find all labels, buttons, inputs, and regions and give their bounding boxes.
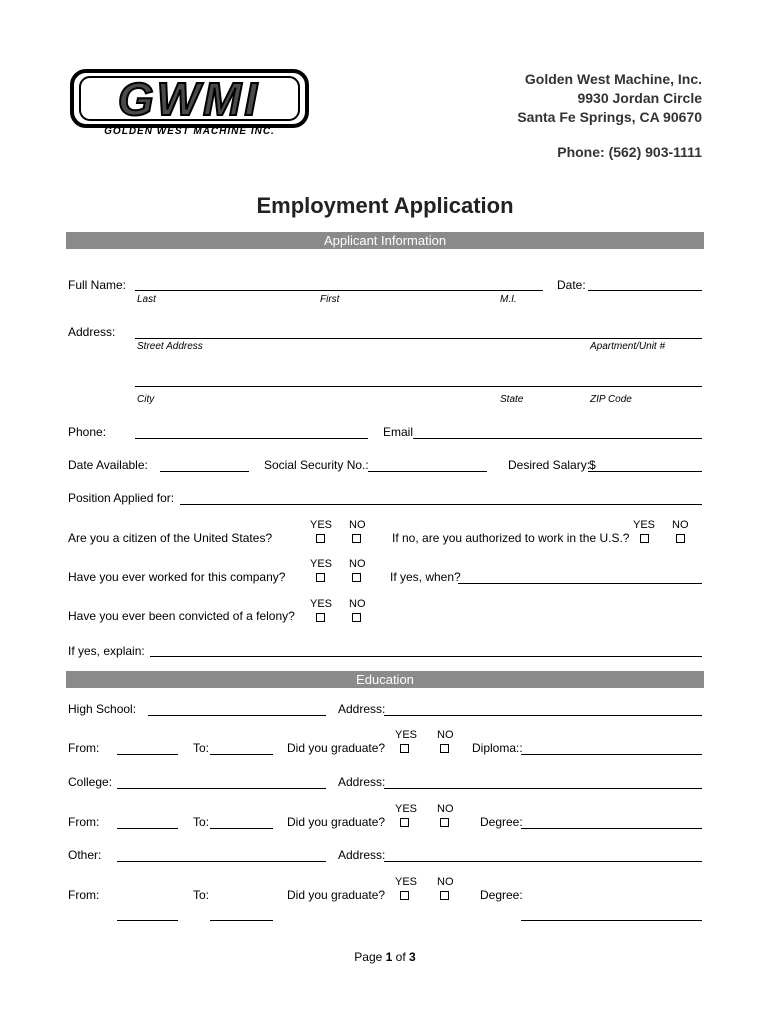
if-yes-explain-field[interactable] — [150, 656, 702, 657]
citizen-no-checkbox[interactable] — [352, 534, 361, 543]
other-degree-label: Degree: — [480, 888, 523, 902]
worked-yes-checkbox[interactable] — [316, 573, 325, 582]
last-name-sublabel: Last — [137, 294, 156, 305]
logo-subtext: GOLDEN WEST MACHINE INC. — [104, 126, 275, 137]
page-number: 1 — [385, 950, 393, 964]
felony-no-checkbox[interactable] — [352, 613, 361, 622]
city-state-zip-field[interactable] — [135, 386, 702, 387]
apartment-sublabel: Apartment/Unit # — [590, 341, 666, 352]
ssn-field[interactable] — [368, 471, 487, 472]
worked-no-checkbox[interactable] — [352, 573, 361, 582]
diploma-label: Diploma:: — [472, 741, 523, 755]
felony-no-label: NO — [349, 598, 366, 610]
page-total: 3 — [409, 950, 416, 964]
date-label: Date: — [557, 278, 586, 292]
authorized-no-label: NO — [672, 519, 689, 531]
high-school-field[interactable] — [148, 715, 326, 716]
hs-graduate-no-label: NO — [437, 729, 454, 741]
worked-yes-label: YES — [310, 558, 333, 570]
position-applied-label: Position Applied for: — [68, 491, 175, 505]
page-prefix: Page — [354, 950, 386, 964]
college-to-label: To: — [193, 815, 210, 829]
date-available-label: Date Available: — [68, 458, 148, 472]
date-field[interactable] — [588, 290, 702, 291]
company-address-line2: Santa Fe Springs, CA 90670 — [517, 109, 702, 125]
college-graduate-no-label: NO — [437, 803, 454, 815]
position-applied-field[interactable] — [180, 504, 702, 505]
authorized-question: If no, are you authorized to work in the U.S.? — [392, 531, 630, 545]
first-name-sublabel: First — [320, 294, 340, 305]
if-yes-when-label: If yes, when? — [390, 570, 461, 584]
other-graduate-no-checkbox[interactable] — [440, 891, 449, 900]
college-degree-field[interactable] — [521, 828, 702, 829]
other-to-label: To: — [193, 888, 210, 902]
felony-yes-label: YES — [310, 598, 333, 610]
other-label: Other: — [68, 848, 102, 862]
other-school-field[interactable] — [117, 861, 326, 862]
college-from-field[interactable] — [117, 828, 178, 829]
other-to-field[interactable] — [210, 920, 273, 921]
company-logo — [66, 68, 311, 140]
college-label: College: — [68, 775, 113, 789]
college-graduate-question: Did you graduate? — [287, 815, 386, 829]
other-graduate-yes-checkbox[interactable] — [400, 891, 409, 900]
authorized-no-checkbox[interactable] — [676, 534, 685, 543]
street-address-field[interactable] — [135, 338, 702, 339]
company-phone: Phone: (562) 903-1111 — [557, 144, 702, 160]
high-school-address-label: Address: — [338, 702, 386, 716]
college-address-label: Address: — [338, 775, 386, 789]
ssn-label: Social Security No.: — [264, 458, 369, 472]
other-from-label: From: — [68, 888, 100, 902]
hs-from-label: From: — [68, 741, 100, 755]
form-title: Employment Application — [256, 193, 514, 218]
other-graduate-question: Did you graduate? — [287, 888, 386, 902]
felony-question: Have you ever been convicted of a felony? — [68, 609, 295, 623]
education-section-header: Education — [66, 671, 704, 688]
hs-to-label: To: — [193, 741, 210, 755]
if-yes-when-field[interactable] — [458, 583, 702, 584]
college-graduate-yes-label: YES — [395, 803, 418, 815]
college-degree-label: Degree: — [480, 815, 523, 829]
citizen-yes-label: YES — [310, 519, 333, 531]
other-address-field[interactable] — [384, 861, 702, 862]
citizen-no-label: NO — [349, 519, 366, 531]
high-school-label: High School: — [68, 702, 137, 716]
email-field[interactable] — [413, 438, 702, 439]
if-yes-explain-label: If yes, explain: — [68, 644, 145, 658]
citizen-question: Are you a citizen of the United States? — [68, 531, 273, 545]
citizen-yes-checkbox[interactable] — [316, 534, 325, 543]
hs-graduate-no-checkbox[interactable] — [440, 744, 449, 753]
college-graduate-yes-checkbox[interactable] — [400, 818, 409, 827]
college-graduate-no-checkbox[interactable] — [440, 818, 449, 827]
desired-salary-field[interactable] — [588, 471, 702, 472]
high-school-address-field[interactable] — [384, 715, 702, 716]
phone-field[interactable] — [135, 438, 368, 439]
other-graduate-yes-label: YES — [395, 876, 418, 888]
felony-yes-checkbox[interactable] — [316, 613, 325, 622]
hs-graduate-yes-label: YES — [395, 729, 418, 741]
hs-graduate-question: Did you graduate? — [287, 741, 386, 755]
page-indicator — [0, 950, 770, 964]
diploma-field[interactable] — [521, 754, 702, 755]
middle-initial-sublabel: M.I. — [500, 294, 517, 305]
hs-graduate-yes-checkbox[interactable] — [400, 744, 409, 753]
salary-currency-symbol: $ — [589, 458, 596, 472]
company-name: Golden West Machine, Inc. — [524, 71, 702, 87]
worked-no-label: NO — [349, 558, 366, 570]
phone-label: Phone: — [68, 425, 107, 439]
logo-text: GWMI — [117, 73, 261, 125]
other-from-field[interactable] — [117, 920, 178, 921]
worked-question: Have you ever worked for this company? — [68, 570, 286, 584]
other-degree-field[interactable] — [521, 920, 702, 921]
authorized-yes-label: YES — [633, 519, 656, 531]
date-available-field[interactable] — [160, 471, 249, 472]
company-address-line1: 9930 Jordan Circle — [577, 90, 702, 106]
page-of: of — [392, 950, 410, 964]
email-label: Email — [383, 425, 414, 439]
college-field[interactable] — [117, 788, 326, 789]
city-sublabel: City — [137, 394, 155, 405]
zip-sublabel: ZIP Code — [590, 394, 632, 405]
street-address-sublabel: Street Address — [137, 341, 203, 352]
college-from-label: From: — [68, 815, 100, 829]
applicant-section-header: Applicant Information — [66, 232, 704, 249]
other-address-label: Address: — [338, 848, 386, 862]
hs-from-field[interactable] — [117, 754, 178, 755]
desired-salary-label: Desired Salary: — [508, 458, 591, 472]
other-graduate-no-label: NO — [437, 876, 454, 888]
college-to-field[interactable] — [210, 828, 273, 829]
full-name-label: Full Name: — [68, 278, 127, 292]
authorized-yes-checkbox[interactable] — [640, 534, 649, 543]
address-label: Address: — [68, 325, 116, 339]
hs-to-field[interactable] — [210, 754, 273, 755]
college-address-field[interactable] — [384, 788, 702, 789]
state-sublabel: State — [500, 394, 524, 405]
full-name-field[interactable] — [135, 290, 543, 291]
